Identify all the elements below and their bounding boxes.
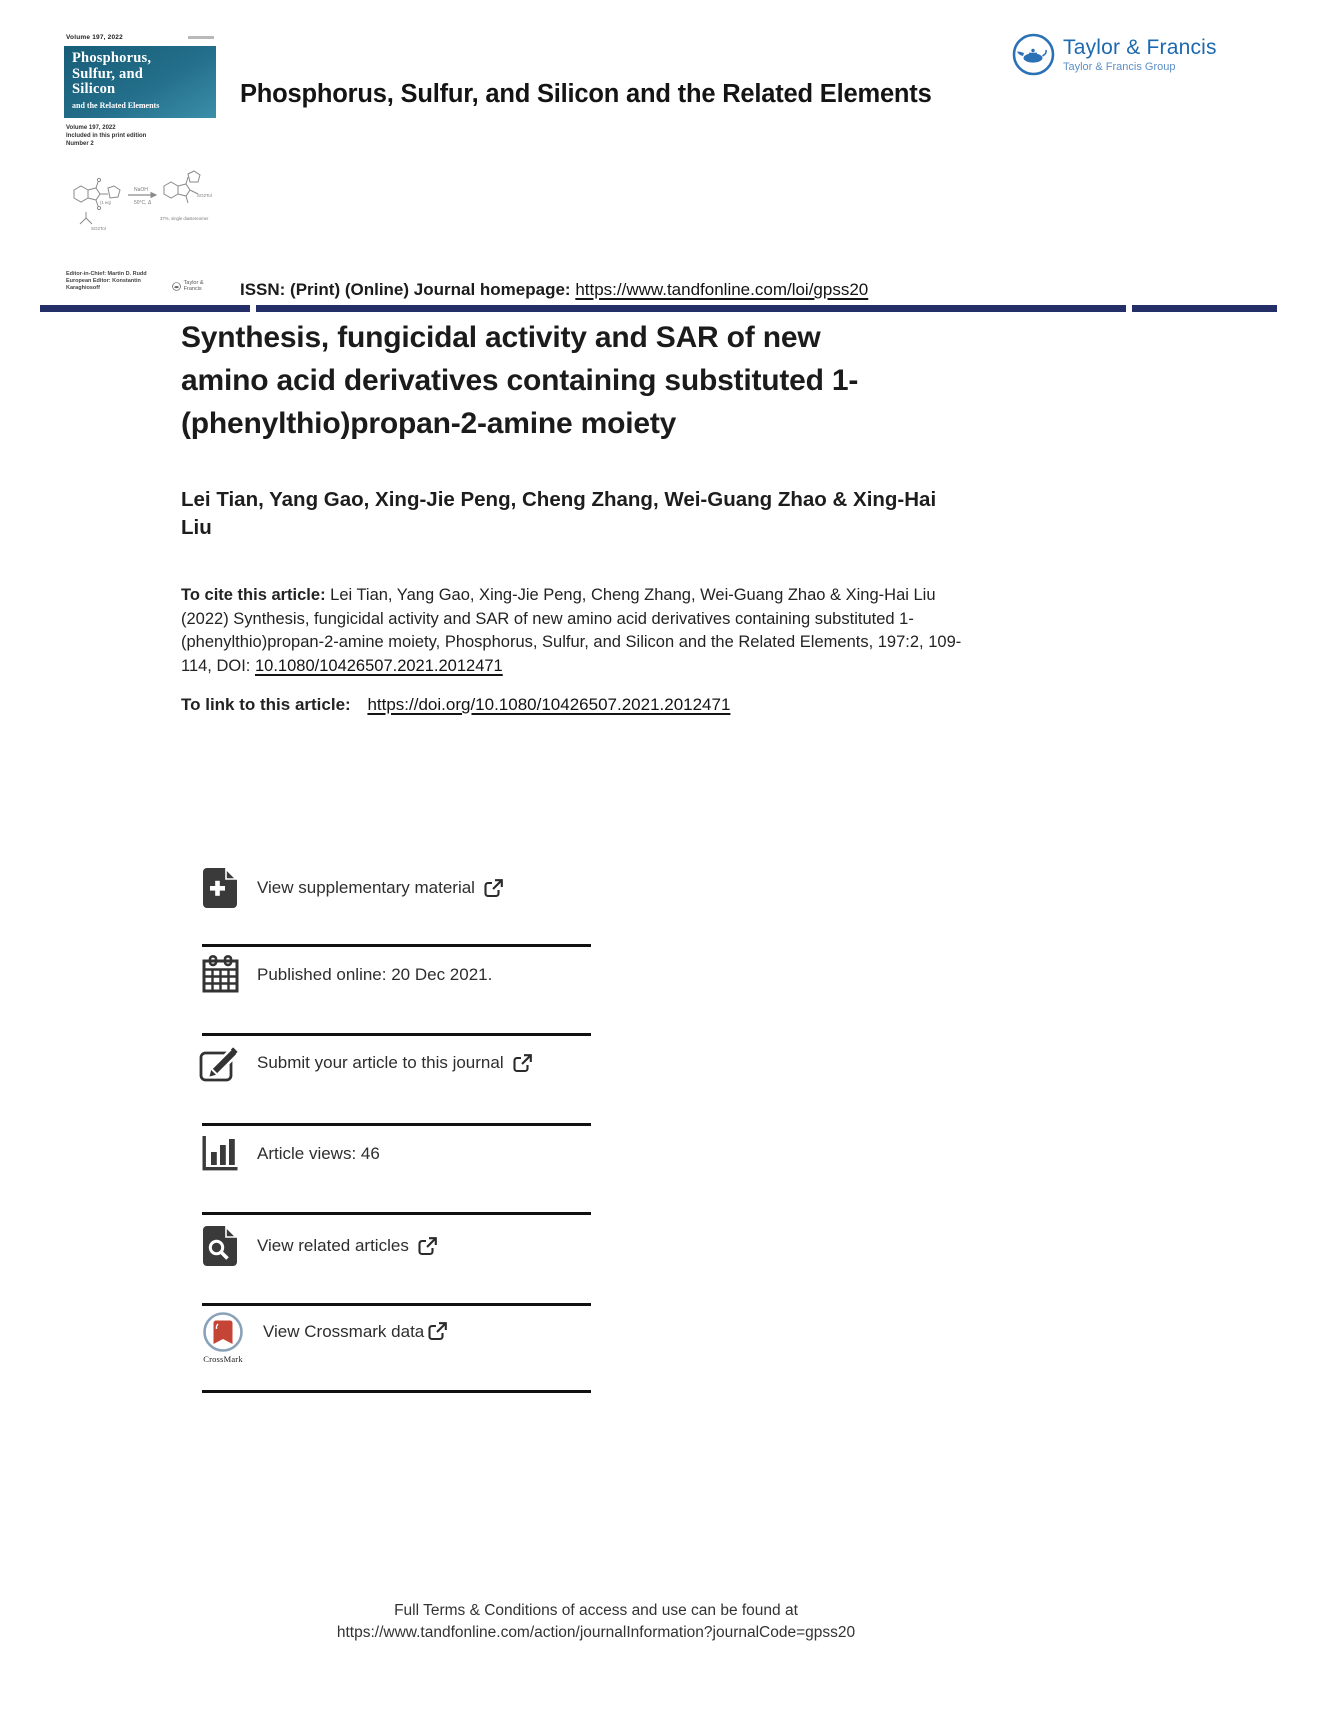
article-title-line: amino acid derivatives containing substituted 1- <box>181 364 859 397</box>
issn-homepage-label: ISSN: (Print) (Online) Journal homepage: <box>240 280 571 299</box>
link-label: To link to this article: <box>181 695 351 714</box>
taylor-francis-logo <box>1012 33 1217 76</box>
action-label: View supplementary material <box>257 878 475 897</box>
footer-line: Full Terms & Conditions of access and use can be found at <box>394 1602 798 1619</box>
cover-tf-mini-label: Taylor & Francis <box>183 280 204 292</box>
action-label: Article views: 46 <box>257 1143 380 1163</box>
action-label: View Crossmark data <box>263 1321 425 1341</box>
author-line: Liu <box>181 516 212 539</box>
scheme-yield-label: 37%, single diastereomer <box>160 216 209 221</box>
cover-title-line: Silicon <box>72 81 116 97</box>
cite-label: To cite this article: <box>181 586 326 604</box>
article-title-line: (phenylthio)propan-2-amine moiety <box>181 407 677 440</box>
journal-cover-thumbnail <box>64 34 216 294</box>
tf-logo-group: Taylor & Francis Group <box>1063 61 1176 73</box>
author-list <box>181 486 1081 542</box>
calendar-icon <box>200 955 240 994</box>
action-published-online <box>200 955 492 994</box>
header-rule <box>0 305 1322 312</box>
cover-european-editor: European Editor: Konstantin Karaghiosoff <box>66 278 141 291</box>
cover-title-line: Sulfur, and <box>72 65 143 82</box>
scheme-group2-label: SO2Tol <box>91 226 106 231</box>
external-link-icon <box>418 1237 437 1256</box>
external-link-icon <box>484 879 503 898</box>
cover-volume-info: Volume 197, 2022 <box>66 125 116 131</box>
action-view-supplementary[interactable] <box>200 868 503 908</box>
chemical-scheme-illustration <box>64 162 216 258</box>
action-label: Submit your article to this journal <box>257 1053 504 1072</box>
separator <box>202 1212 591 1215</box>
cover-title-line: Phosphorus, <box>72 50 152 66</box>
cover-title-panel <box>64 46 216 118</box>
footer-terms-url[interactable]: https://www.tandfonline.com/action/journalInformation?journalCode=gpss20 <box>336 1624 856 1641</box>
action-view-related[interactable] <box>200 1226 437 1266</box>
tf-lamp-icon <box>1012 33 1055 76</box>
submit-article-icon <box>200 1044 240 1082</box>
crossmark-icon <box>200 1311 246 1364</box>
action-view-crossmark[interactable] <box>200 1311 447 1364</box>
action-submit-article[interactable] <box>200 1044 532 1082</box>
scheme-group-label: SO2Tol <box>197 193 212 198</box>
cover-volume-info: Number 2 <box>66 141 94 147</box>
author-line: Lei Tian, Yang Gao, Xing-Jie Peng, Cheng Zhang, Wei-Guang Zhao & Xing-Hai <box>181 488 937 511</box>
action-label: View related articles <box>257 1236 409 1255</box>
action-article-views <box>200 1136 380 1171</box>
cover-subtitle: and the Related Elements <box>72 100 160 110</box>
article-views-icon <box>200 1136 240 1171</box>
cover-volume-top: Volume 197, 2022 <box>66 34 123 41</box>
journal-title: Phosphorus, Sulfur, and Silicon and the Related Elements <box>240 80 932 108</box>
cover-editor-in-chief: Editor-in-Chief: Martin D. Rudd <box>66 271 147 277</box>
cover-tf-mini-logo <box>172 280 216 292</box>
external-link-icon <box>513 1054 532 1073</box>
external-link-icon <box>428 1322 447 1341</box>
article-title <box>181 316 1161 445</box>
separator <box>202 1123 591 1126</box>
article-doi-link[interactable]: https://doi.org/10.1080/10426507.2021.2012471 <box>367 695 731 714</box>
citation-paragraph <box>181 584 987 678</box>
cover-issn-dash <box>188 36 214 39</box>
tf-mini-roundel-icon <box>172 281 181 292</box>
separator <box>202 1303 591 1306</box>
supplementary-material-icon <box>200 868 240 908</box>
action-label: Published online: 20 Dec 2021. <box>257 964 493 984</box>
article-title-line: Synthesis, fungicidal activity and SAR of new <box>181 321 821 354</box>
cite-text: Lei Tian, Yang Gao, Xing-Jie Peng, Cheng Zhang, Wei-Guang Zhao & Xing-Hai Liu (2022) Synthesis, fungicidal activity and SAR of new amino acid derivatives containing substituted 1-(phenylthio)propan-2-amine moiety, Phosphorus, Sulfur, and Silicon and the Related Elements, 197:2, 109-114, DOI: <box>181 586 962 675</box>
separator <box>202 1390 591 1393</box>
cite-doi-link[interactable]: 10.1080/10426507.2021.2012471 <box>254 656 503 675</box>
scheme-reagent-label: NaOH <box>134 187 148 193</box>
scheme-eq-label: (1 eq) <box>100 200 111 205</box>
journal-homepage-link[interactable]: https://www.tandfonline.com/loi/gpss20 <box>575 280 869 299</box>
scheme-conditions-label: 50°C, Δ <box>134 200 152 206</box>
related-articles-icon <box>200 1226 240 1266</box>
terms-footer <box>181 1600 1011 1644</box>
separator <box>202 944 591 947</box>
separator <box>202 1033 591 1036</box>
tf-logo-name: Taylor & Francis <box>1063 36 1217 59</box>
cover-volume-info: Included in this print edition <box>66 133 147 139</box>
crossmark-caption: CrossMark <box>203 1354 243 1364</box>
